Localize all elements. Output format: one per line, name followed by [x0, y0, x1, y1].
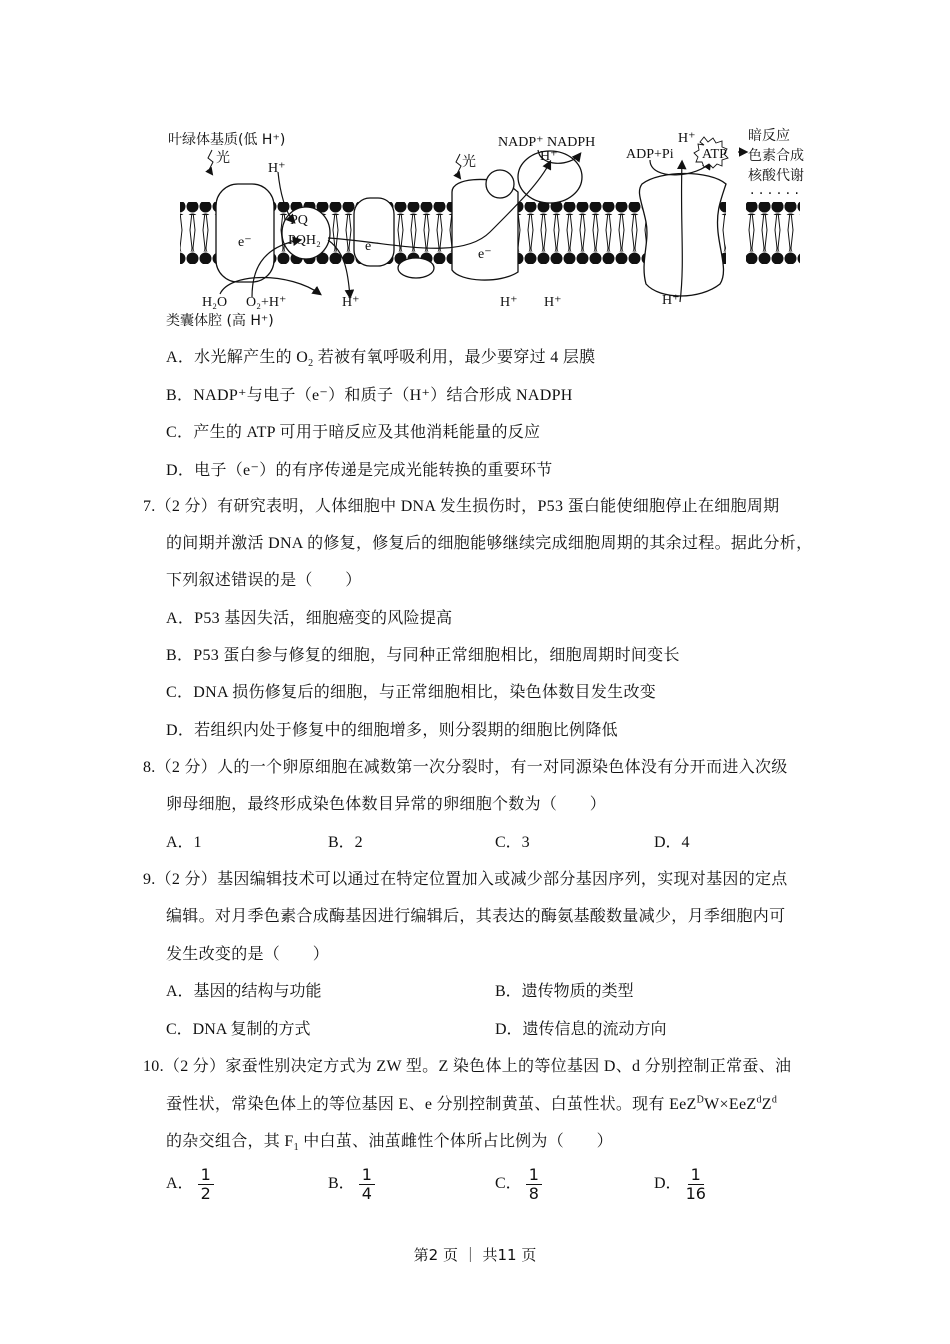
q10-stem-line-2: 蚕性状，常染色体上的等位基因 E、e 分别控制黄茧、白茧性状。现有 $EeZ^DW\times EeZ^dZ^d$ [166, 1094, 778, 1113]
electron-label-3: e⁻ [478, 247, 492, 262]
light-label-1: 光 [216, 150, 230, 166]
h-plus-label: H⁺ [678, 131, 696, 146]
q8-stem-line-2: 卵母细胞，最终形成染色体数目异常的卵细胞个数为（ ） [166, 796, 607, 813]
q6-option-d: D．电子（e⁻）的有序传递是完成光能转换的重要环节 [166, 462, 553, 479]
q9-option-a: A．基因的结构与功能 [166, 983, 322, 1000]
q8-stem-line-1: 8.（2 分）人的一个卵原细胞在减数第一次分裂时，有一对同源染色体没有分开而进入次级 [143, 759, 788, 776]
q9-option-b: B．遗传物质的类型 [495, 983, 634, 1000]
q9-stem-line-2: 编辑。对月季色素合成酶基因进行编辑后，其表达的酶氨基酸数量减少，月季细胞内可 [166, 908, 786, 925]
q10-stem-line-1: 10.（2 分）家蚕性别决定方式为 ZW 型。Z 染色体上的等位基因 D、d 分别控制正常蚕、油 [143, 1058, 792, 1075]
water-label: H₂O [202, 295, 228, 310]
h-plus-label: H⁺ [268, 161, 286, 176]
atp-label: ATP [702, 147, 727, 162]
h-plus-label: H⁺ [342, 295, 360, 310]
stroma-label: 叶绿体基质(低 H⁺) [168, 132, 286, 148]
page-footer: 第2 页 ｜ 共11 页 [413, 1246, 537, 1264]
q6-option-c: C．产生的 ATP 可用于暗反应及其他消耗能量的反应 [166, 424, 541, 441]
q7-stem-line-3: 下列叙述错误的是（ ） [166, 572, 362, 589]
q6-option-b: B．NADP⁺与电子（e⁻）和质子（H⁺）结合形成 NADPH [166, 387, 573, 404]
q7-option-b: B．P53 蛋白参与修复的细胞，与同种正常细胞相比，细胞周期时间变长 [166, 647, 680, 664]
q10-option-d: D． $\frac{1}{16}$ [654, 1165, 706, 1203]
q7-stem-line-1: 7.（2 分）有研究表明，人体细胞中 DNA 发生损伤时，P53 蛋白能使细胞停止在细胞周期 [143, 498, 780, 515]
h-plus-label: H⁺ [662, 293, 680, 308]
q8-option-c: C．3 [495, 834, 530, 851]
h-plus-label: H⁺ [540, 149, 558, 164]
electron-label-2: e⁻ [365, 239, 379, 254]
use-nucleic-acid-metabolism: 核酸代谢 [748, 168, 804, 184]
q8-option-b: B．2 [328, 834, 363, 851]
light-label-2: 光 [462, 154, 476, 170]
use-pigment-synthesis: 色素合成 [748, 148, 804, 164]
electron-label-1: e⁻ [238, 235, 252, 250]
lumen-label: 类囊体腔 (高 H⁺) [166, 313, 274, 329]
pq-label: PQ [290, 213, 308, 228]
pqh2-label: PQH₂ [288, 233, 321, 248]
q10-stem-line-3: 的杂交组合，其 $F_1$ 中白茧、油茧雌性个体所占比例为（ ） [166, 1133, 613, 1154]
q9-option-d: D．遗传信息的流动方向 [495, 1021, 667, 1038]
q10-option-b: B． $\frac{1}{4}$ [328, 1166, 375, 1203]
q9-option-c: C．DNA 复制的方式 [166, 1021, 311, 1038]
use-dark-reaction: 暗反应 [748, 128, 790, 144]
q10-option-c: C． $\frac{1}{8}$ [495, 1166, 542, 1203]
thylakoid-membrane-diagram [160, 122, 820, 334]
q9-stem-line-3: 发生改变的是（ ） [166, 946, 330, 963]
q8-option-d: D．4 [654, 834, 690, 851]
fraction: $\frac{1}{8}$ [526, 1166, 542, 1203]
q9-stem-line-1: 9.（2 分）基因编辑技术可以通过在特定位置加入或减少部分基因序列，实现对基因的定点 [143, 871, 788, 888]
h-plus-label: H⁺ [500, 295, 518, 310]
fraction: $\frac{1}{16}$ [685, 1165, 706, 1203]
q7-stem-line-2: 的间期并激活 DNA 的修复，修复后的细胞能够继续完成细胞周期的其余过程。据此分析， [166, 535, 813, 552]
q7-option-c: C．DNA 损伤修复后的细胞，与正常细胞相比，染色体数目发生改变 [166, 684, 657, 701]
adp-pi-label: ADP+Pi [626, 147, 674, 162]
use-ellipsis: · · · · · · [750, 186, 799, 202]
nadp-label: NADP⁺ NADPH [498, 135, 596, 150]
fraction: $\frac{1}{2}$ [198, 1166, 214, 1203]
q6-option-a: A．水光解产生的 $O_2$ 若被有氧呼吸利用，最少要穿过 4 层膜 [166, 349, 596, 370]
fraction: $\frac{1}{4}$ [359, 1166, 375, 1203]
oxygen-label: O₂+H⁺ [246, 295, 287, 310]
q7-option-a: A．P53 基因失活，细胞癌变的风险提高 [166, 610, 453, 627]
q10-option-a: A． $\frac{1}{2}$ [166, 1166, 214, 1203]
h-plus-label: H⁺ [544, 295, 562, 310]
q8-option-a: A．1 [166, 834, 202, 851]
q7-option-d: D．若组织内处于修复中的细胞增多，则分裂期的细胞比例降低 [166, 722, 618, 739]
